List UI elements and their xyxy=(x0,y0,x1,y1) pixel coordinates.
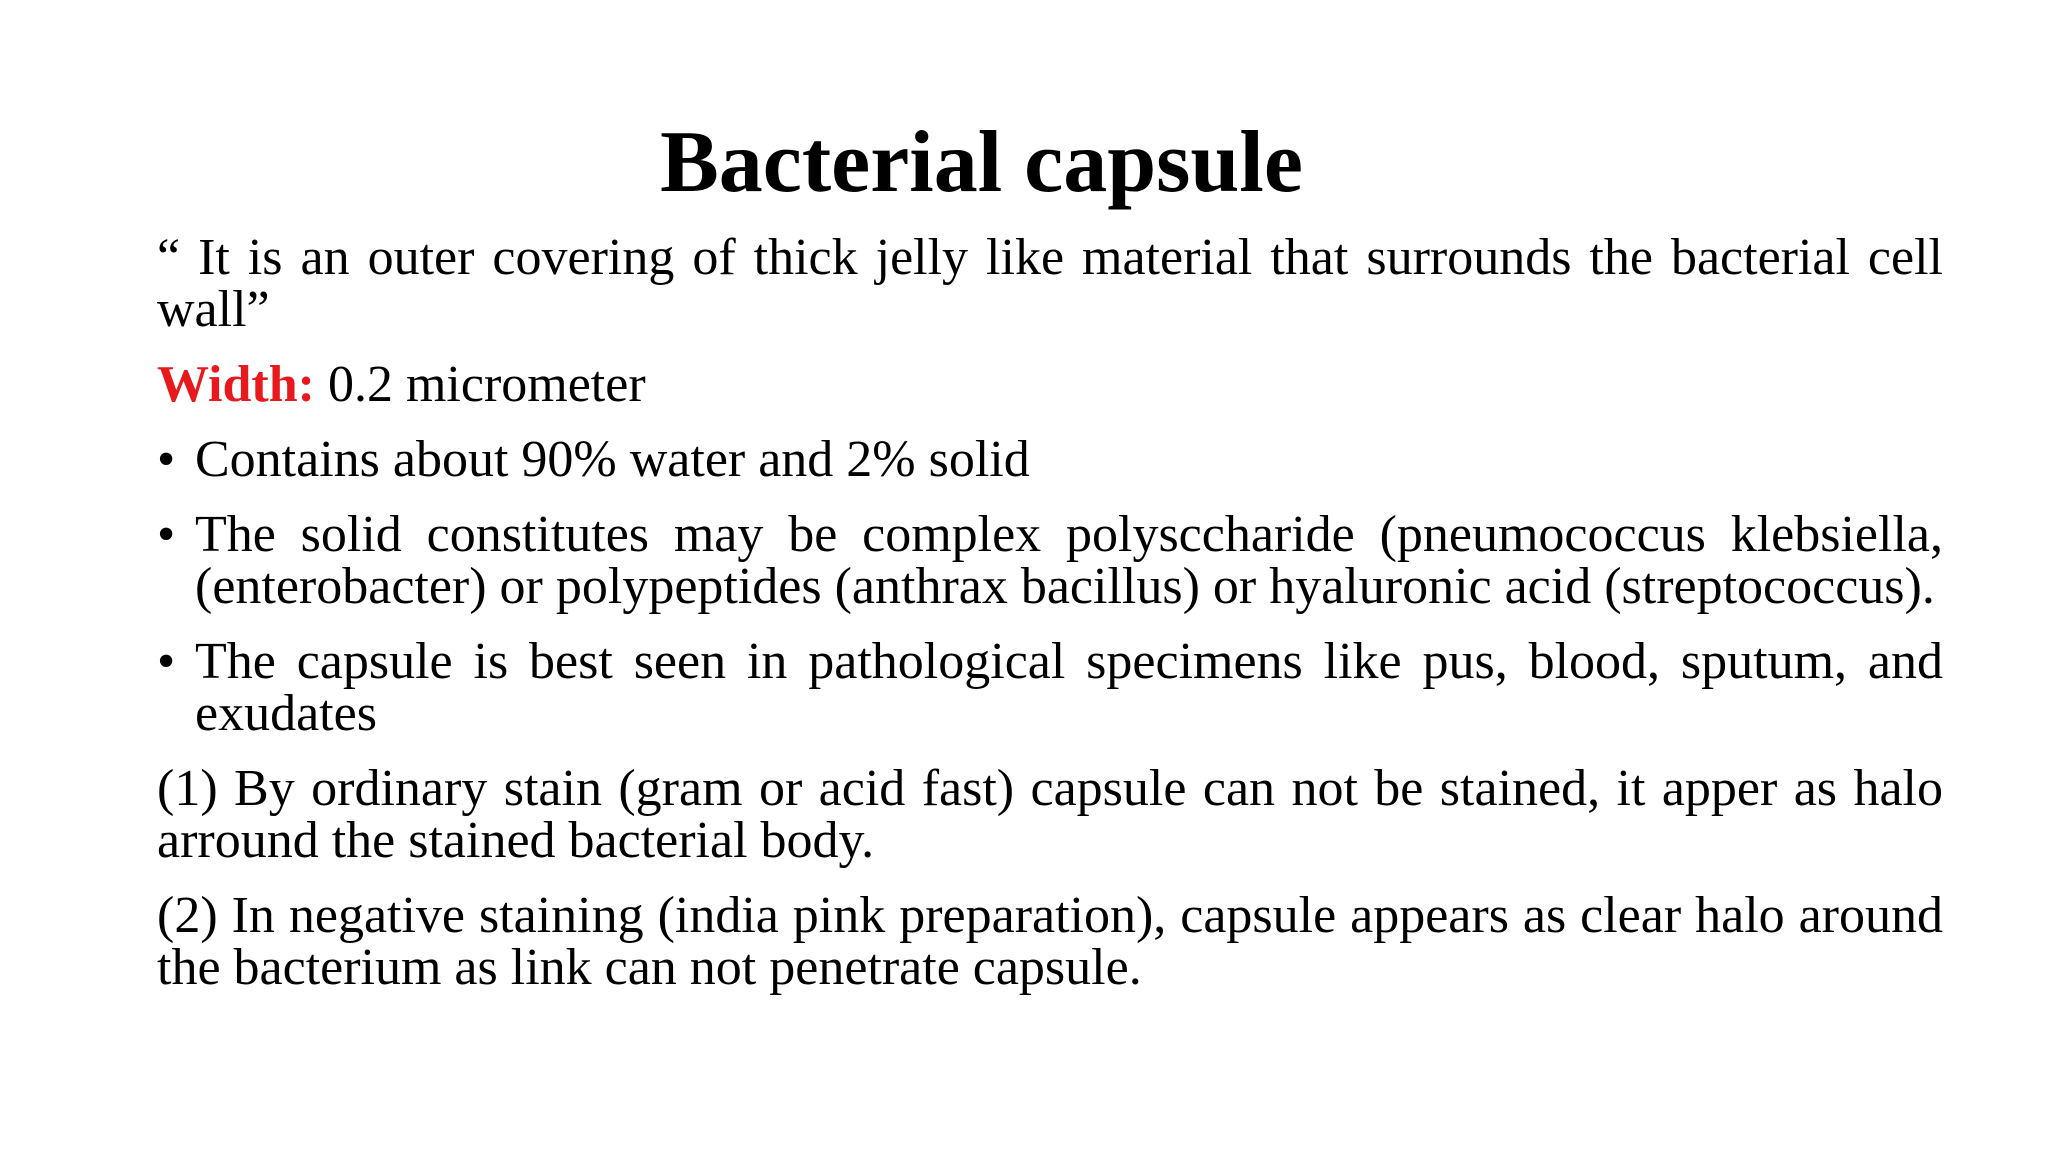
width-line xyxy=(157,356,1943,413)
bullet-item xyxy=(157,506,1943,615)
definition-text: “ It is an outer covering of thick jelly like material that surrounds the bacterial cell wall” xyxy=(157,229,1943,338)
note-text: (2) In negative staining (india pink preparation), capsule appears as clear halo around the bacterium as link can not penetrate capsule. xyxy=(157,887,1943,996)
bullet-text: Contains about 90% water and 2% solid xyxy=(195,431,1030,488)
bullet-dot-icon: • xyxy=(157,431,176,488)
bullet-text: The solid constitutes may be complex polysccharide (pneumococcus klebsiella, (enterobacter) or polypeptides (anthrax bacillus) or hyaluronic acid (streptococcus). xyxy=(195,506,1943,615)
note-text: (1) By ordinary stain (gram or acid fast) capsule can not be stained, it apper as halo arround the stained bacterial body. xyxy=(157,760,1943,869)
slide-title: Bacterial capsule xyxy=(660,114,1303,211)
width-label: Width: xyxy=(157,356,315,413)
bullet-dot-icon: • xyxy=(157,506,176,563)
bullet-item xyxy=(157,431,1943,488)
slide-body xyxy=(157,229,1943,996)
bullet-text: The capsule is best seen in pathological specimens like pus, blood, sputum, and exudates xyxy=(195,633,1943,742)
width-value: 0.2 micrometer xyxy=(314,356,646,413)
bullet-dot-icon: • xyxy=(157,633,176,690)
bullet-item xyxy=(157,633,1943,742)
